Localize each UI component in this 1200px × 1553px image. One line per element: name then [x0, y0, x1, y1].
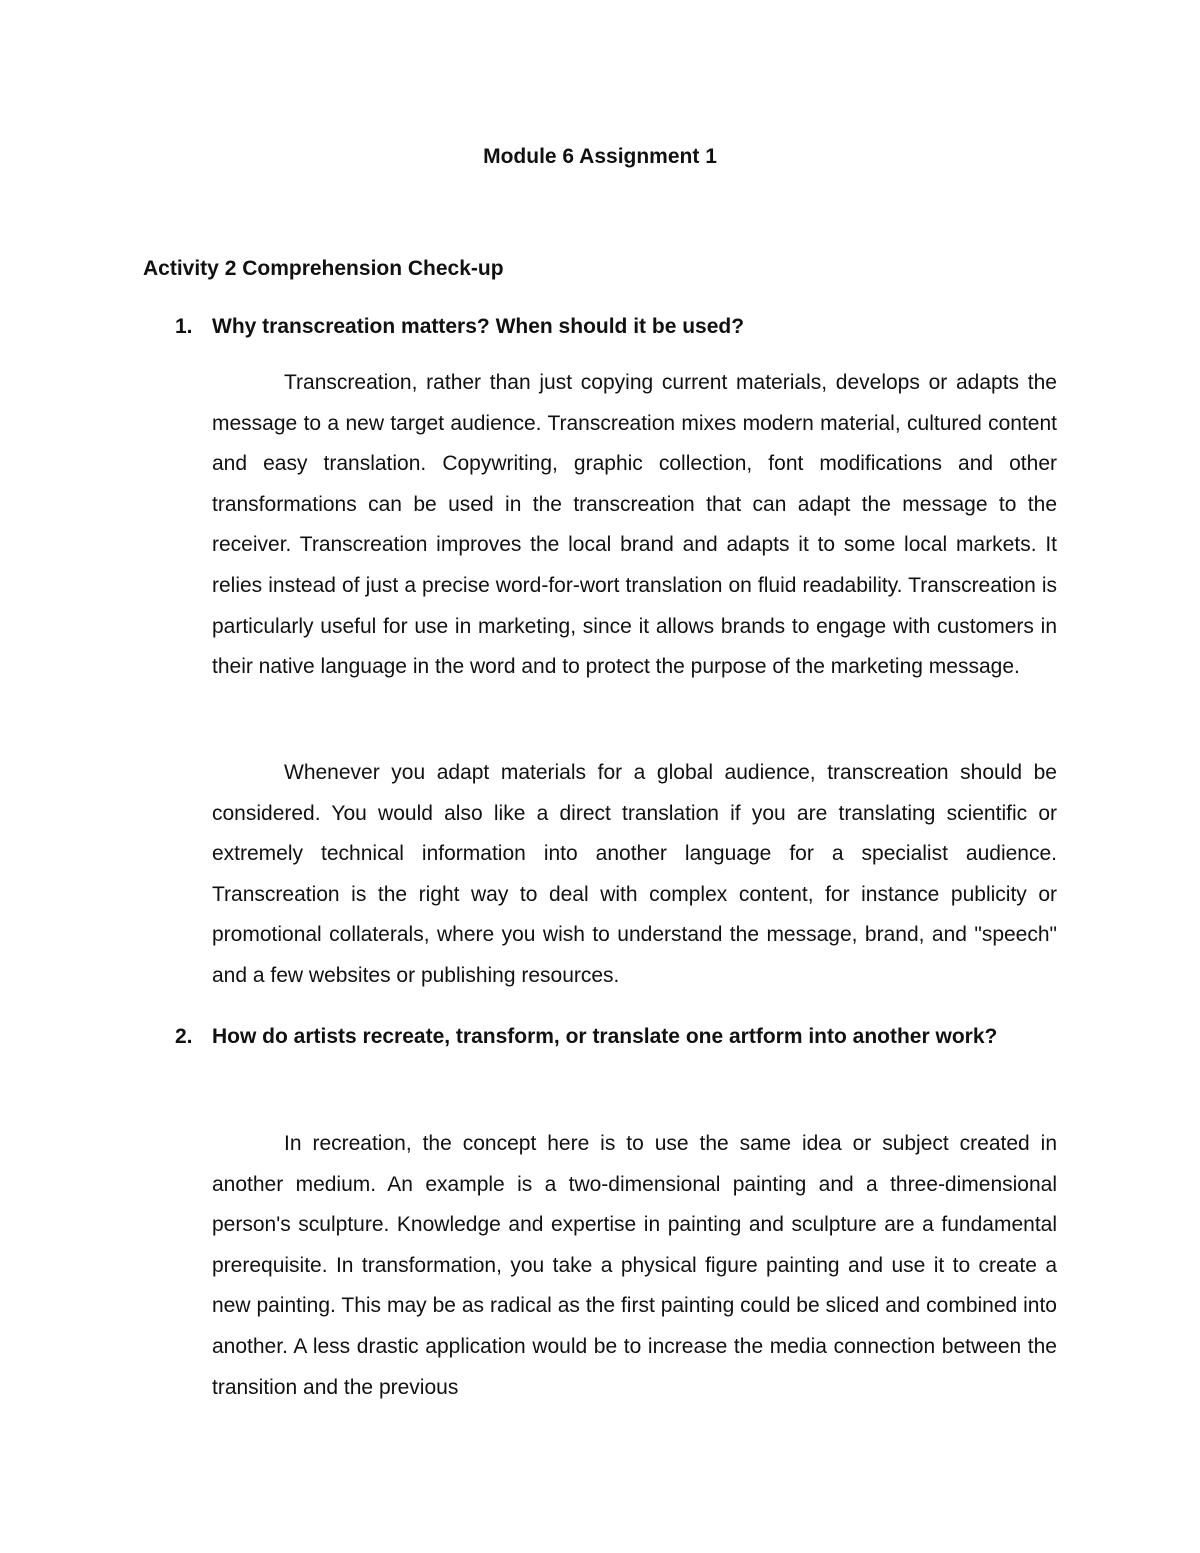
- question-1: [175, 307, 1057, 347]
- question-number: 2.: [175, 1025, 193, 1048]
- answer-paragraph: Transcreation, rather than just copying current materials, develops or adapts the message to a new target audience. Transcreation mixes modern material, cultured content and easy translation. Copywriting, graphic collection, font modifications and other transformations can be used in the transcreation that can adapt the message to the receiver. Transcreation improves the local brand and adapts it to some local markets. It relies instead of just a precise word-for-wort translation on fluid readability. Transcreation is particularly useful for use in marketing, since it allows brands to engage with customers in their native language in the word and to protect the purpose of the marketing message.: [212, 371, 1057, 679]
- answer-paragraph: In recreation, the concept here is to use the same idea or subject created in another medium. An example is a two-dimensional painting and a three-dimensional person's sculpture. Knowledge and expertise in painting and sculpture are a fundamental prerequisite. In transformation, you take a physical figure painting and use it to create a new painting. This may be as radical as the first painting could be sliced and combined into another. A less drastic application would be to increase the media connection between the transition and the previous: [212, 1132, 1057, 1399]
- question-text: Why transcreation matters? When should it be used?: [212, 315, 745, 338]
- question-number: 1.: [175, 315, 193, 338]
- question-2: [175, 1017, 1057, 1057]
- answer-paragraph: Whenever you adapt materials for a global audience, transcreation should be considered. You would also like a direct translation if you are translating scientific or extremely technical information into another language for a specialist audience. Transcreation is the right way to deal with complex content, for instance publicity or promotional collaterals, where you wish to understand the message, brand, and "speech" and a few websites or publishing resources.: [212, 761, 1057, 987]
- section-heading: Activity 2 Comprehension Check-up: [143, 257, 504, 280]
- document-title: Module 6 Assignment 1: [483, 145, 717, 168]
- question-text: How do artists recreate, transform, or translate one artform into another work?: [212, 1025, 998, 1048]
